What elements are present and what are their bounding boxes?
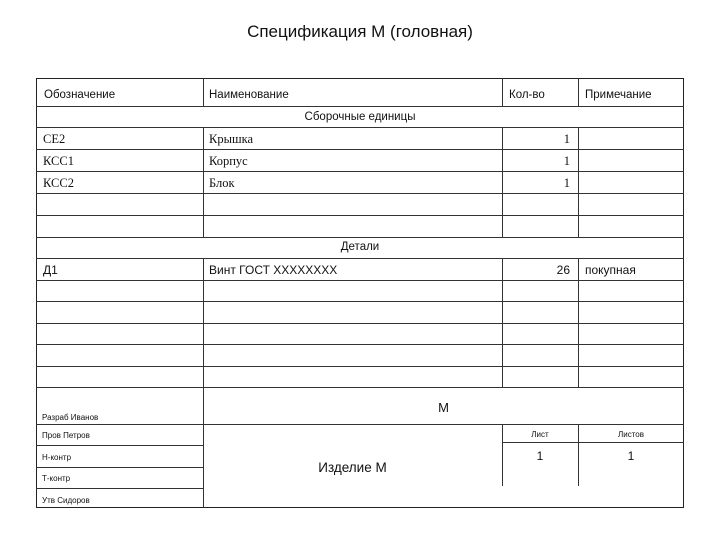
row-qty: 26 bbox=[556, 263, 570, 277]
header-note: Примечание bbox=[585, 89, 652, 101]
rule-header-bottom bbox=[36, 106, 684, 107]
tb-doc-code: М bbox=[438, 400, 449, 415]
rule-col-designation bbox=[203, 127, 204, 237]
rule-row bbox=[36, 344, 684, 345]
rule-row bbox=[36, 171, 684, 172]
row-name: Блок bbox=[209, 176, 235, 190]
document-title: Спецификация М (головная) bbox=[247, 22, 473, 41]
row-qty: 1 bbox=[563, 132, 570, 146]
rule-titleblock-top bbox=[36, 387, 684, 388]
tb-tech-control: Т-контр bbox=[42, 474, 71, 483]
row-name: Винт ГОСТ ХХХХХХХХ bbox=[209, 263, 338, 277]
row-name: Корпус bbox=[209, 154, 248, 168]
rule-section-details-bottom bbox=[36, 258, 684, 259]
rule-col-note-left bbox=[578, 78, 579, 106]
tb-checker: Пров Петров bbox=[42, 431, 90, 440]
rule-sheet-labels bbox=[502, 442, 684, 443]
rule-row bbox=[36, 237, 684, 238]
row-qty: 1 bbox=[563, 154, 570, 168]
rule-titleblock-left bbox=[36, 467, 203, 468]
tb-sheets-value: 1 bbox=[627, 449, 635, 463]
header-qty: Кол-во bbox=[509, 89, 545, 101]
rule-col-note-left bbox=[578, 127, 579, 237]
row-qty: 1 bbox=[563, 176, 570, 190]
header-name: Наименование bbox=[209, 89, 289, 101]
rule-col-qty-left bbox=[502, 78, 503, 106]
tb-sheet-label: Лист bbox=[531, 430, 549, 439]
specification-table bbox=[36, 78, 684, 508]
tb-sheet-value: 1 bbox=[536, 449, 544, 463]
row-designation: КСС2 bbox=[43, 176, 74, 190]
row-name: Крышка bbox=[209, 132, 254, 146]
rule-row bbox=[36, 323, 684, 324]
rule-row bbox=[36, 215, 684, 216]
tb-product-name: Изделие М bbox=[318, 460, 387, 475]
rule-row bbox=[36, 149, 684, 150]
rule-titleblock bbox=[36, 424, 684, 425]
rule-row bbox=[36, 193, 684, 194]
row-designation: СЕ2 bbox=[43, 132, 66, 146]
section-assemblies: Сборочные единицы bbox=[304, 111, 416, 123]
rule-titleblock-left bbox=[36, 488, 203, 489]
row-designation: КСС1 bbox=[43, 154, 74, 168]
tb-developer: Разраб Иванов bbox=[42, 413, 99, 422]
rule-col-note-left bbox=[578, 258, 579, 387]
row-designation: Д1 bbox=[43, 263, 58, 277]
row-note: покупная bbox=[585, 263, 636, 277]
tb-approver: Утв Сидоров bbox=[42, 496, 90, 505]
rule-row bbox=[36, 366, 684, 367]
rule-col-designation bbox=[203, 78, 204, 106]
rule-col-qty-left bbox=[502, 258, 503, 387]
tb-norm-control: Н-контр bbox=[42, 453, 72, 462]
tb-sheets-label: Листов bbox=[618, 430, 644, 439]
rule-row bbox=[36, 301, 684, 302]
rule-section-assemblies-bottom bbox=[36, 127, 684, 128]
rule-titleblock-left bbox=[36, 445, 203, 446]
header-designation: Обозначение bbox=[44, 89, 116, 101]
rule-row bbox=[36, 280, 684, 281]
rule-col-designation bbox=[203, 258, 204, 387]
section-details: Детали bbox=[340, 241, 380, 253]
